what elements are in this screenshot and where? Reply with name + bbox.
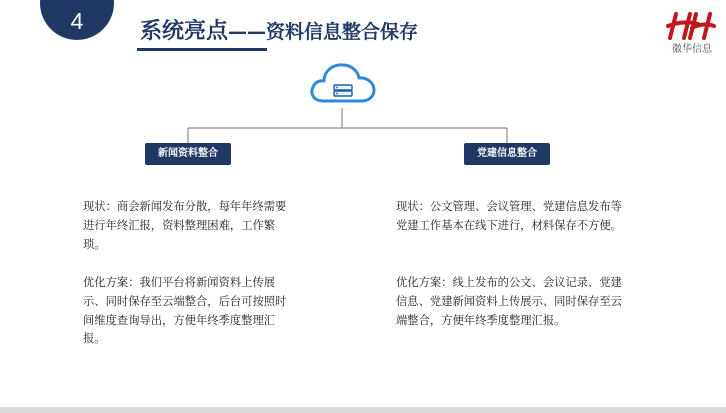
tag-news-integration: 新闻资料整合 [145,143,231,165]
footer-bar [0,407,726,413]
left-plan-text: 优化方案：我们平台将新闻资料上传展示、同时保存至云端整合，后台可按照时间维度查询导出，方便年终季度整理汇报。 [83,276,287,346]
tag-party-integration: 党建信息整合 [464,143,550,165]
logo-text: 徽华信息 [672,44,712,55]
right-plan-text: 优化方案：线上发布的公文、会议记录、党建信息、党建新闻资料上传展示、同时保存至云端整合，方便年终季度整理汇报。 [396,276,622,327]
title-main: 系统亮点 [140,19,229,44]
cloud-server-icon [307,57,379,107]
right-status-text: 现状：公文管理、会议管理、党建信息发布等党建工作基本在线下进行，材料保存不方便。 [396,200,622,232]
left-status-text: 现状：商会新闻发布分散，每年年终需要进行年终汇报，资料整理困难，工作繁琐。 [83,200,287,251]
slide-number: 4 [70,8,84,34]
title-sub: 资料信息整合保存 [266,21,419,43]
title-dash: —— [228,21,267,43]
